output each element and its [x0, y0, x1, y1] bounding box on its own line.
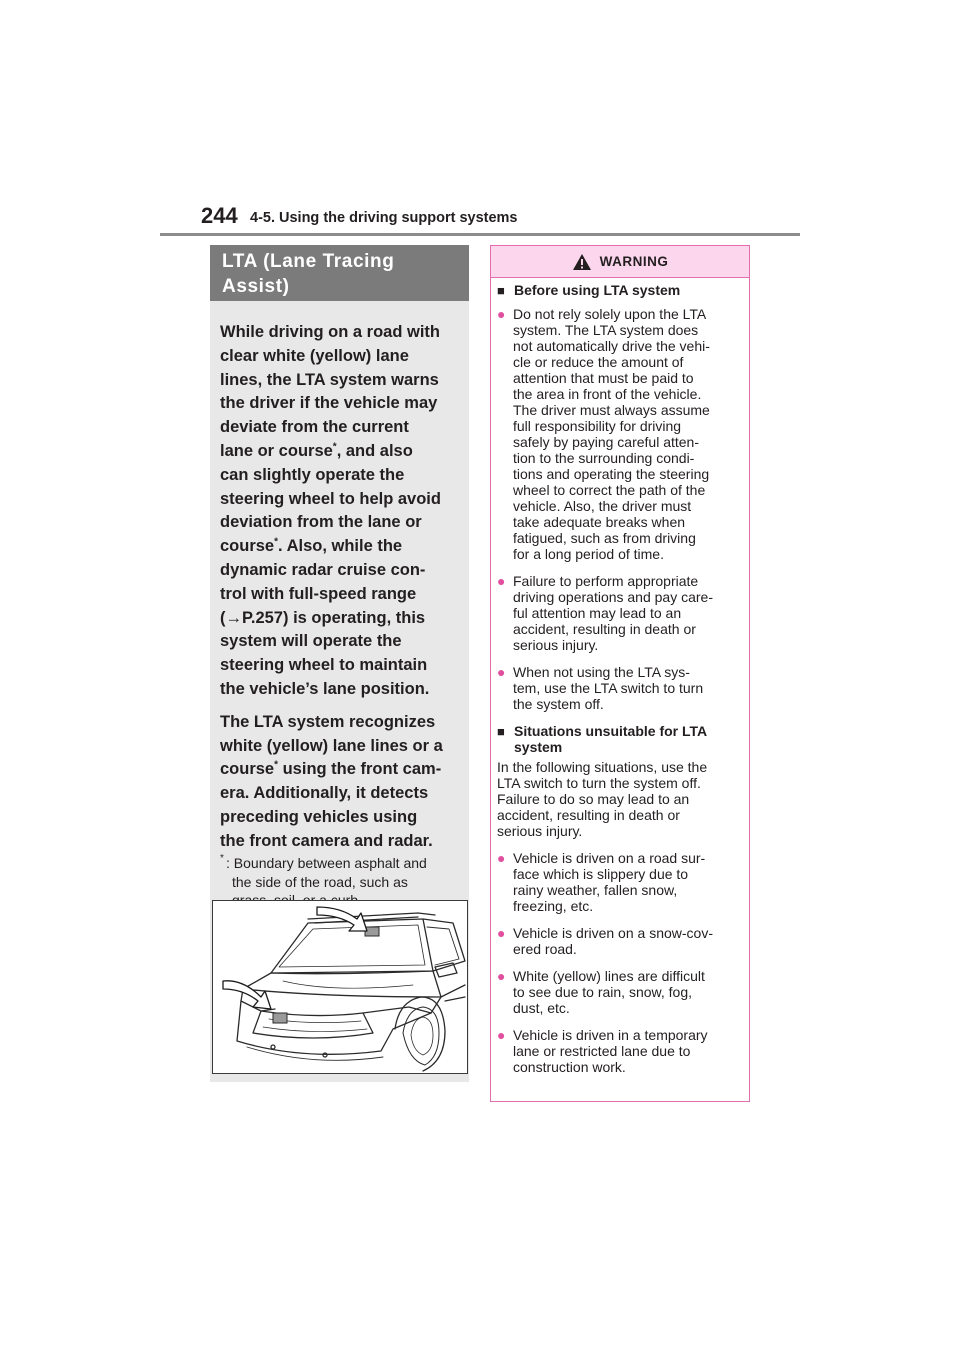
warning-subheading	[497, 282, 743, 298]
text-line: accident, resulting in death or	[497, 807, 680, 823]
warning-bullet	[497, 1027, 743, 1075]
text-line: can slightly operate the	[220, 465, 405, 484]
text-line: the area in front of the vehicle.	[513, 386, 702, 402]
lta-heading	[210, 245, 469, 301]
text-line: course	[220, 537, 275, 556]
text-line: to see due to rain, snow, fog,	[513, 984, 693, 1000]
warning-header	[491, 246, 749, 278]
text-line: LTA switch to turn the system off.	[497, 775, 701, 791]
footnote-marker: *	[274, 536, 279, 548]
radar-sensor-icon	[273, 1013, 287, 1023]
text-line: vehicle. Also, the driver must	[513, 498, 692, 514]
suv-front-view-image	[213, 901, 467, 1073]
warning-bullet	[497, 925, 743, 957]
text-line: When not using the LTA sys-	[513, 664, 690, 680]
bullet-icon: ●	[497, 573, 506, 589]
text-line: the front camera and radar.	[220, 831, 433, 850]
bullet-icon: ●	[497, 925, 506, 941]
text-line: In the following situations, use the	[497, 759, 708, 775]
text-line: ful attention may lead to an	[513, 605, 682, 621]
text-line: . Also, while the	[278, 537, 403, 556]
text-line: , and also	[336, 441, 413, 460]
text-line: the side of the road, such as	[232, 873, 408, 890]
text-line: deviate from the current	[220, 418, 409, 437]
warning-bullet	[497, 306, 743, 562]
lta-heading-line: Assist)	[222, 276, 290, 297]
text-line: Failure to perform appropriate	[513, 573, 699, 589]
text-line: attention that must be paid to	[513, 370, 694, 386]
text-line: accident, resulting in death or	[513, 621, 696, 637]
text-line: tion to the surrounding condi-	[513, 450, 695, 466]
subheading-text: system	[514, 739, 563, 755]
text-line: tions and operating the steering	[513, 466, 710, 482]
text-line: While driving on a road with	[220, 323, 441, 341]
text-line: The driver must always assume	[513, 402, 710, 418]
bullet-icon: ●	[497, 664, 506, 680]
text-line: system. The LTA system does	[513, 322, 699, 338]
text-line: the vehicle’s lane position.	[220, 679, 430, 698]
warning-title: WARNING	[599, 254, 669, 269]
warning-body	[497, 279, 743, 1075]
text-line: for a long period of time.	[513, 546, 664, 562]
footnote-marker: *	[332, 441, 337, 453]
text-line: construction work.	[513, 1059, 626, 1075]
bullet-icon: ●	[497, 968, 506, 984]
warning-paragraph	[497, 759, 743, 839]
text-line: steering wheel to help avoid	[220, 489, 441, 508]
warning-bullet	[497, 968, 743, 1016]
text-line: system will operate the	[220, 632, 402, 651]
intro-paragraph-2	[220, 711, 468, 854]
section-title: 4-5. Using the driving support systems	[250, 210, 518, 226]
text-line: preceding vehicles using	[220, 807, 418, 826]
text-line: driving operations and pay care-	[513, 589, 714, 605]
square-bullet-icon: ■	[497, 283, 505, 298]
lta-description-panel	[210, 245, 469, 1082]
square-bullet-icon: ■	[497, 724, 505, 739]
text-line: era. Additionally, it detects	[220, 784, 429, 803]
warning-subheading	[497, 723, 743, 755]
intro-paragraph-1	[220, 321, 468, 702]
vehicle-front-camera-illustration	[212, 900, 468, 1074]
text-line: safely by paying careful atten-	[513, 434, 699, 450]
text-line: using the front cam-	[278, 760, 442, 779]
text-line: White (yellow) lines are difficult	[513, 968, 705, 984]
footnote-marker: *	[220, 853, 224, 864]
text-line: Vehicle is driven on a snow-cov-	[513, 925, 713, 941]
arrow-pointer-icon	[317, 907, 367, 931]
text-line: deviation from the lane or	[220, 513, 422, 532]
text-line: : Boundary between asphalt and	[226, 855, 427, 871]
warning-box	[490, 245, 750, 1102]
warning-triangle-icon	[572, 253, 592, 271]
text-line: Vehicle is driven on a road sur-	[513, 850, 706, 866]
text-line: the system off.	[513, 696, 604, 712]
text-line: clear white (yellow) lane	[220, 346, 409, 365]
text-line: the driver if the vehicle may	[220, 394, 438, 413]
text-line: steering wheel to maintain	[220, 656, 428, 675]
text-line: serious injury.	[513, 637, 599, 653]
text-line: white (yellow) lane lines or a	[220, 736, 443, 755]
text-line: lane or course	[220, 441, 333, 460]
header-rule	[160, 233, 800, 236]
text-line: dust, etc.	[513, 1000, 570, 1016]
text-line: freezing, etc.	[513, 898, 594, 914]
text-line: serious injury.	[497, 823, 583, 839]
warning-bullet	[497, 664, 743, 712]
page-reference-link[interactable]: (→P.257) is operating, this	[220, 608, 426, 627]
warning-bullet	[497, 850, 743, 914]
lta-intro-text	[220, 321, 468, 863]
text-line: cle or reduce the amount of	[513, 354, 684, 370]
text-line: not automatically drive the vehi-	[513, 338, 710, 354]
text-line: The LTA system recognizes	[220, 712, 436, 731]
bullet-icon: ●	[497, 850, 506, 866]
text-line: lines, the LTA system warns	[220, 370, 439, 389]
text-line: trol with full-speed range	[220, 584, 417, 603]
bullet-icon: ●	[497, 1027, 506, 1043]
text-line: lane or restricted lane due to	[513, 1043, 691, 1059]
text-line: course	[220, 760, 275, 779]
text-line: ered road.	[513, 941, 577, 957]
text-line: rainy weather, fallen snow,	[513, 882, 678, 898]
text-line: Failure to do so may lead to an	[497, 791, 690, 807]
text-line: Do not rely solely upon the LTA	[513, 306, 707, 322]
warning-bullet	[497, 573, 743, 653]
bullet-icon: ●	[497, 306, 506, 322]
arrow-pointer-icon	[223, 981, 271, 1009]
text-line: full responsibility for driving	[513, 418, 682, 434]
text-line: fatigued, such as from driving	[513, 530, 696, 546]
footnote-marker: *	[274, 759, 279, 771]
text-line: dynamic radar cruise con-	[220, 560, 426, 579]
text-line: take adequate breaks when	[513, 514, 686, 530]
text-line: face which is slippery due to	[513, 866, 689, 882]
page-number: 244	[201, 203, 238, 228]
subheading-text: Situations unsuitable for LTA	[514, 723, 708, 739]
text-line: Vehicle is driven in a temporary	[513, 1027, 708, 1043]
subheading-text: Before using LTA system	[514, 282, 681, 298]
text-line: wheel to correct the path of the	[513, 482, 706, 498]
lta-heading-line: LTA (Lane Tracing	[222, 251, 395, 272]
text-line: tem, use the LTA switch to turn	[513, 680, 704, 696]
